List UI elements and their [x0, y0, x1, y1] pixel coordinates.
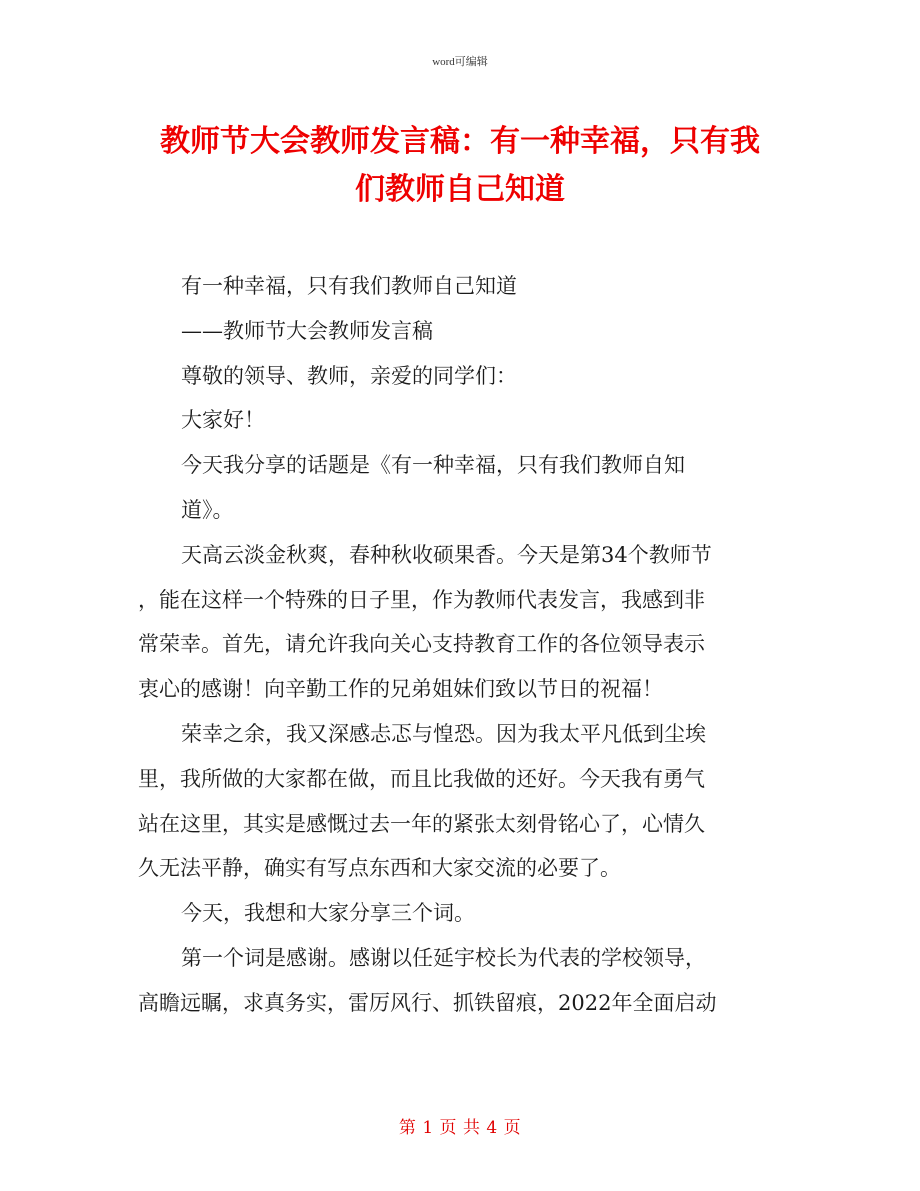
document-title	[120, 118, 800, 214]
paragraph-line: 久无法平静，确实有写点东西和大家交流的必要了。	[138, 856, 621, 881]
paragraph-line: 大家好！	[181, 408, 265, 433]
paragraph-line: ——教师节大会教师发言稿	[181, 318, 433, 343]
paragraph-line: 尊敬的领导、教师，亲爱的同学们：	[181, 363, 517, 388]
paragraph-line: 第一个词是感谢。感谢以任延宇校长为代表的学校领导，	[181, 945, 706, 970]
paragraph-line: 今天，我想和大家分享三个词。	[181, 901, 475, 926]
page-number-footer: 第 1 页 共 4 页	[398, 1118, 522, 1138]
paragraph-line: 荣幸之余，我又深感忐忑与惶恐。因为我太平凡低到尘埃	[181, 721, 706, 746]
paragraph-line: 天高云淡金秋爽，春种秋收硕果香。今天是第34个教师节	[181, 542, 712, 567]
paragraph-line: ，能在这样一个特殊的日子里，作为教师代表发言，我感到非	[138, 587, 705, 612]
title-line-1: 教师节大会教师发言稿：有一种幸福，只有我	[160, 124, 760, 159]
paragraph-line: 站在这里，其实是感慨过去一年的紧张太刻骨铭心了，心情久	[138, 811, 705, 836]
paragraph-line: 衷心的感谢！向辛勤工作的兄弟姐妹们致以节日的祝福！	[138, 677, 663, 702]
paragraph-line: 常荣幸。首先，请允许我向关心支持教育工作的各位领导表示	[138, 632, 705, 657]
paragraph-line: 道》。	[181, 497, 234, 522]
header-note: word可编辑	[432, 56, 488, 68]
paragraph-line: 有一种幸福，只有我们教师自己知道	[181, 274, 517, 298]
title-line-2: 们教师自己知道	[355, 172, 565, 207]
document-body	[138, 264, 788, 1026]
paragraph-line: 今天我分享的话题是《有一种幸福，只有我们教师自知	[181, 453, 685, 478]
paragraph-line: 高瞻远瞩，求真务实，雷厉风行、抓铁留痕，2022年全面启动	[138, 990, 717, 1015]
paragraph-line: 里，我所做的大家都在做，而且比我做的还好。今天我有勇气	[138, 766, 705, 791]
